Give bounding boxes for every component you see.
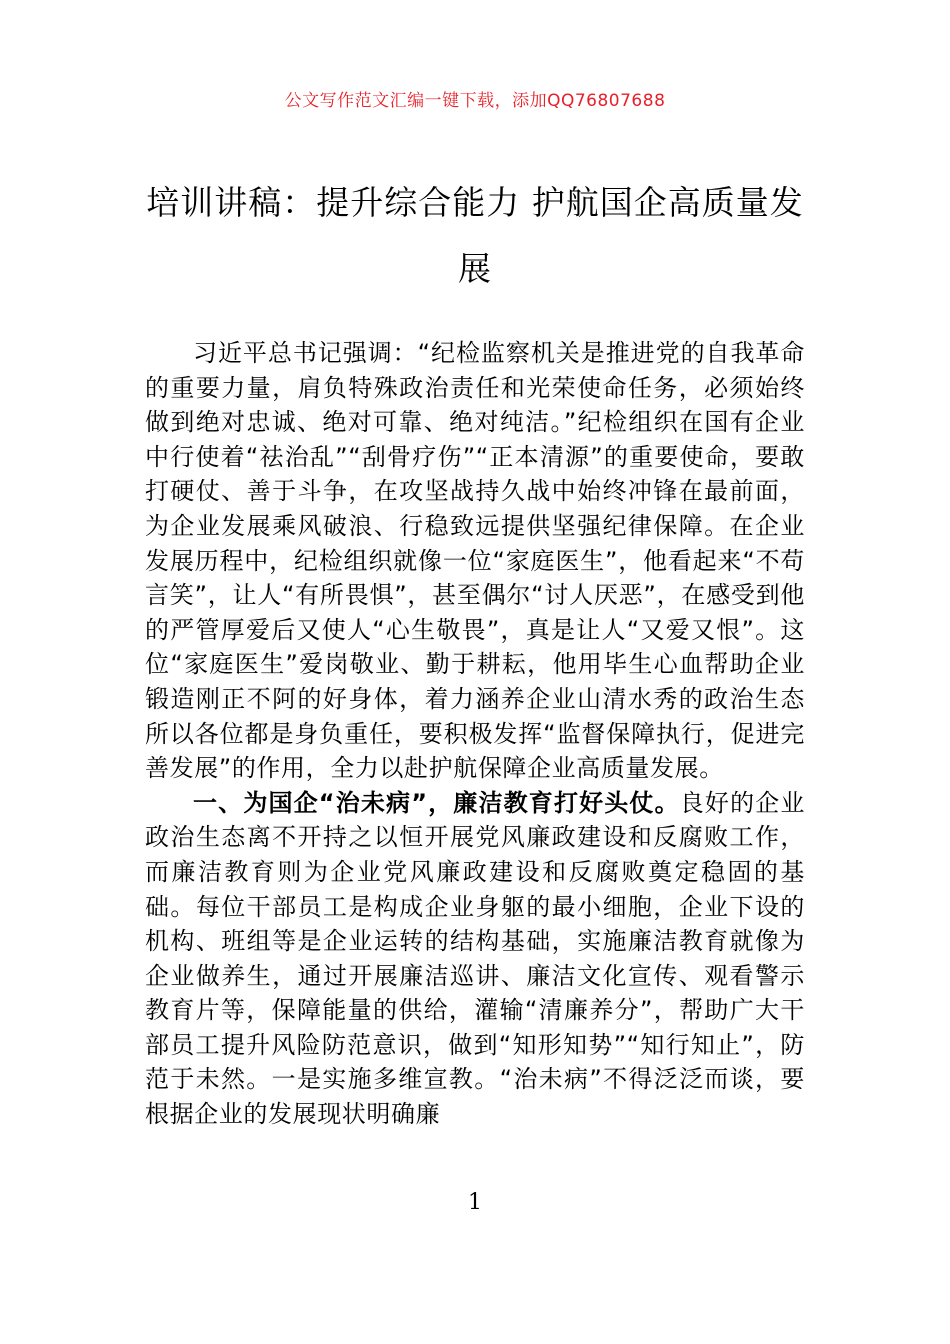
paragraph-text: 良好的企业政治生态离不开持之以恒开展党风廉政建设和反腐败工作，而廉洁教育则为企业党风廉政建设和反腐败奠定稳固的基础。每位干部员工是构成企业身躯的最小细胞，企业下设的机构、班组等是企业运转的结构基础，实施廉洁教育就像为企业做养生，通过开展廉洁巡讲、廉洁文化宣传、观看警示教育片等，保障能量的供给，灌输“清廉养分”，帮助广大干部员工提升风险防范意识，做到“知形知势”“知行知止”，防范于未然。一是实施多维宣教。“治未病”不得泛泛而谈，要根据企业的发展现状明确廉	[145, 788, 806, 1129]
document-body	[145, 336, 805, 1132]
body-paragraph-2	[145, 786, 805, 1132]
document-title: 培训讲稿：提升综合能力 护航国企高质量发展	[146, 183, 804, 288]
header-watermark: 公文写作范文汇编一键下载，添加QQ76807688	[284, 91, 666, 111]
body-paragraph-1	[145, 336, 805, 786]
page-number: 1	[468, 1190, 482, 1215]
section-heading-lead: 一、为国企“治未病”，廉洁教育打好头仗。	[193, 788, 680, 817]
paragraph-text: 习近平总书记强调：“纪检监察机关是推进党的自我革命的重要力量，肩负特殊政治责任和光荣使命任务，必须始终做到绝对忠诚、绝对可靠、绝对纯洁。”纪检组织在国有企业中行使着“祛治乱”“刮骨疗伤”“正本清源”的重要使命，要敢打硬仗、善于斗争，在攻坚战持久战中始终冲锋在最前面，为企业发展乘风破浪、行稳致远提供坚强纪律保障。在企业发展历程中，纪检组织就像一位“家庭医生”，他看起来“不苟言笑”，让人“有所畏惧”，甚至偶尔“讨人厌恶”，在感受到他的严管厚爱后又使人“心生敬畏”，真是让人“又爱又恨”。这位“家庭医生”爱岗敬业、勤于耕耘，他用毕生心血帮助企业锻造刚正不阿的好身体，着力涵养企业山清水秀的政治生态所以各位都是身负重任，要积极发挥“监督保障执行，促进完善发展”的作用，全力以赴护航保障企业高质量发展。	[145, 339, 805, 783]
